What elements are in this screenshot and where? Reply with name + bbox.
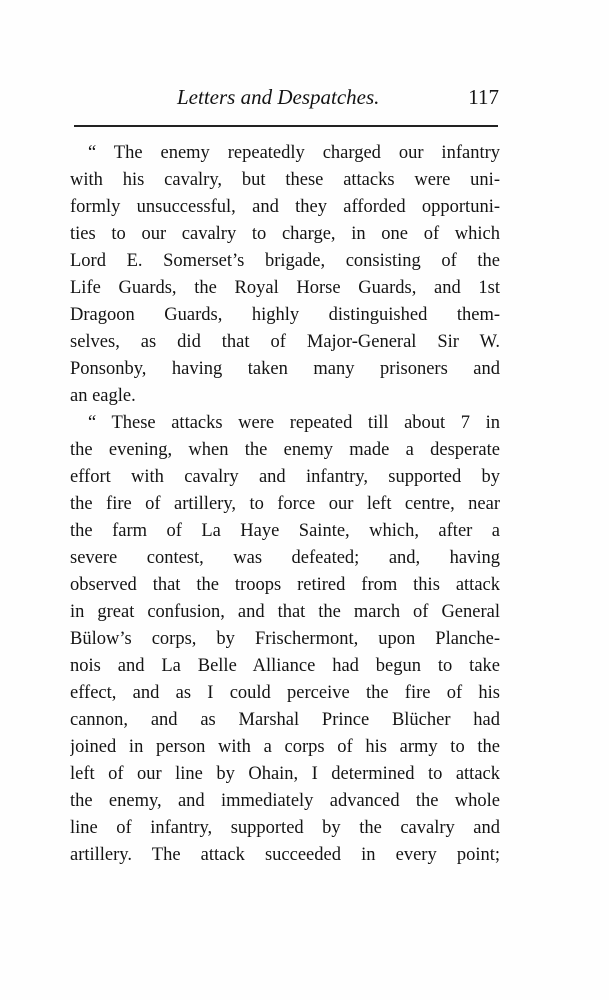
text-line: the evening, when the enemy made a desperate (70, 440, 500, 460)
text-line: Life Guards, the Royal Horse Guards, and 1st (70, 278, 500, 298)
text-line: the fire of artillery, to force our left centre, near (70, 494, 500, 514)
text-line: with his cavalry, but these attacks were uni- (70, 170, 500, 190)
text-line: nois and La Belle Alliance had begun to take (70, 656, 500, 676)
text-line: left of our line by Ohain, I determined to attack (70, 764, 500, 784)
running-head (74, 82, 499, 116)
text-line: the enemy, and immediately advanced the whole (70, 791, 500, 811)
text-line: severe contest, was defeated; and, having (70, 548, 500, 568)
text-line: cannon, and as Marshal Prince Blücher had (70, 710, 500, 730)
text-line: effect, and as I could perceive the fire of his (70, 683, 500, 703)
text-line: Lord E. Somerset’s brigade, consisting of the (70, 251, 500, 271)
text-line: ties to our cavalry to charge, in one of which (70, 224, 500, 244)
text-line: artillery. The attack succeeded in every point; (70, 845, 500, 865)
text-line: formly unsuccessful, and they afforded opportuni- (70, 197, 500, 217)
text-line: “ The enemy repeatedly charged our infantry (88, 143, 500, 163)
text-line: effort with cavalry and infantry, supported by (70, 467, 500, 487)
text-line: line of infantry, supported by the cavalry and (70, 818, 500, 838)
text-line: Dragoon Guards, highly distinguished them- (70, 305, 500, 325)
text-line: observed that the troops retired from this attack (70, 575, 500, 595)
text-line: the farm of La Haye Sainte, which, after a (70, 521, 500, 541)
page-number: 117 (468, 85, 499, 109)
text-line: Ponsonby, having taken many prisoners and (70, 359, 500, 379)
text-line: in great confusion, and that the march of General (70, 602, 500, 622)
running-title: Letters and Despatches. (177, 85, 380, 109)
body-text (70, 140, 500, 869)
text-line: selves, as did that of Major-General Sir W. (70, 332, 500, 352)
header-rule (74, 125, 498, 127)
text-line: “ These attacks were repeated till about 7 in (88, 413, 500, 433)
text-line: Bülow’s corps, by Frischermont, upon Planche- (70, 629, 500, 649)
text-line: joined in person with a corps of his army to the (70, 737, 500, 757)
text-line: an eagle. (70, 386, 136, 406)
